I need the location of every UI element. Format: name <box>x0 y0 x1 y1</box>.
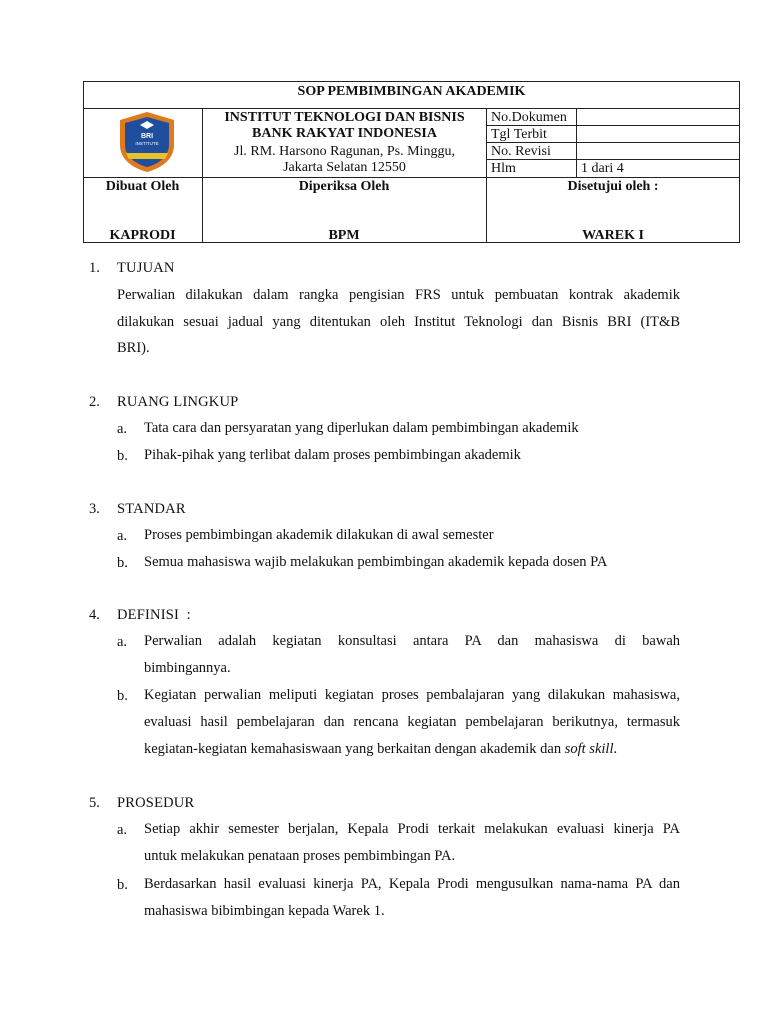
institution-name-line2: BANK RAKYAT INDONESIA <box>252 126 437 141</box>
prosedur-item-b-line1: Berdasarkan hasil evaluasi kinerja PA, Kepala Prodi mengusulkan nama-nama PA dan <box>144 876 680 892</box>
ruang-lingkup-item-b: Pihak-pihak yang terlibat dalam proses pembimbingan akademik <box>144 447 521 463</box>
logo-banner <box>126 153 168 159</box>
institute-logo <box>118 111 176 173</box>
signature-role-prepared: Dibuat Oleh <box>105 179 180 194</box>
address-line2: Jakarta Selatan 12550 <box>283 160 406 175</box>
table-rule <box>486 108 487 243</box>
list-item-letter: b. <box>117 877 128 893</box>
list-item-letter: b. <box>117 448 128 464</box>
section-title-prosedur: PROSEDUR <box>117 795 195 811</box>
meta-label-doc-no: No.Dokumen <box>491 110 567 125</box>
signature-name-approved: WAREK I <box>582 228 644 243</box>
signature-role-checked: Diperiksa Oleh <box>298 179 390 194</box>
section-number: 1. <box>89 260 100 276</box>
section-number: 5. <box>89 795 100 811</box>
standar-item-b: Semua mahasiswa wajib melakukan pembimbingan akademik kepada dosen PA <box>144 554 608 570</box>
table-rule <box>83 108 740 109</box>
logo-text-sub: INSTITUTE <box>135 141 159 146</box>
definisi-item-b-line3-text: kegiatan-kegiatan kemahasiswaan yang berkaitan dengan akademik dan <box>144 741 565 757</box>
tujuan-line3: BRI). <box>117 340 150 356</box>
list-item-letter: a. <box>117 634 128 650</box>
soft-skill-term: soft skill <box>564 741 614 757</box>
prosedur-item-b-line2: mahasiswa bibimbingan kepada Warek 1. <box>144 903 385 919</box>
definisi-item-b-line3-end: . <box>613 741 618 757</box>
list-item-letter: b. <box>117 555 128 571</box>
table-rule <box>576 108 577 177</box>
section-number: 2. <box>89 394 100 410</box>
meta-label-revision: No. Revisi <box>491 144 551 159</box>
list-item-letter: a. <box>117 822 128 838</box>
ruang-lingkup-item-a: Tata cara dan persyaratan yang diperlukan dalam pembimbingan akademik <box>144 420 579 436</box>
address-line1: Jl. RM. Harsono Ragunan, Ps. Minggu, <box>234 144 455 159</box>
list-item-letter: b. <box>117 688 128 704</box>
signature-name-checked: BPM <box>328 228 360 243</box>
signature-name-prepared: KAPRODI <box>109 228 176 243</box>
definisi-item-b-line2: evaluasi hasil pembelajaran dan rencana kegiatan pembelajaran berikutnya, termasuk <box>144 714 680 730</box>
prosedur-item-a-line2: untuk melakukan penataan proses pembimbingan PA. <box>144 848 456 864</box>
signature-role-approved: Disetujui oleh : <box>567 179 659 194</box>
standar-item-a: Proses pembimbingan akademik dilakukan di awal semester <box>144 527 494 543</box>
meta-label-issue-date: Tgl Terbit <box>491 127 547 142</box>
tujuan-line1: Perwalian dilakukan dalam rangka pengisian FRS untuk pembuatan kontrak akademik <box>117 287 680 303</box>
table-rule <box>83 177 740 178</box>
definisi-item-a-line2: bimbingannya. <box>144 660 231 676</box>
sop-title: SOP PEMBIMBINGAN AKADEMIK <box>297 84 526 99</box>
list-item-letter: a. <box>117 528 128 544</box>
definisi-item-b-line3 <box>144 736 680 763</box>
logo-text-top: BRI <box>140 133 154 140</box>
section-title-definisi: DEFINISI : <box>117 607 191 623</box>
meta-label-page: Hlm <box>491 161 516 176</box>
section-title-standar: STANDAR <box>117 501 186 517</box>
section-title-tujuan: TUJUAN <box>117 260 175 276</box>
institution-name-line1: INSTITUT TEKNOLOGI DAN BISNIS <box>224 110 465 125</box>
tujuan-line2: dilakukan sesuai jadual yang ditentukan oleh Institut Teknologi dan Bisnis BRI (IT&B <box>117 314 680 330</box>
meta-value-page: 1 dari 4 <box>581 161 624 176</box>
definisi-item-b-line1: Kegiatan perwalian meliputi kegiatan proses pembalajaran yang dilakukan mahasiswa, <box>144 687 680 703</box>
section-title-ruang-lingkup: RUANG LINGKUP <box>117 394 239 410</box>
list-item-letter: a. <box>117 421 128 437</box>
section-number: 4. <box>89 607 100 623</box>
definisi-item-a-line1: Perwalian adalah kegiatan konsultasi antara PA dan mahasiswa di bawah <box>144 633 680 649</box>
section-number: 3. <box>89 501 100 517</box>
prosedur-item-a-line1: Setiap akhir semester berjalan, Kepala Prodi terkait melakukan evaluasi kinerja PA <box>144 821 680 837</box>
